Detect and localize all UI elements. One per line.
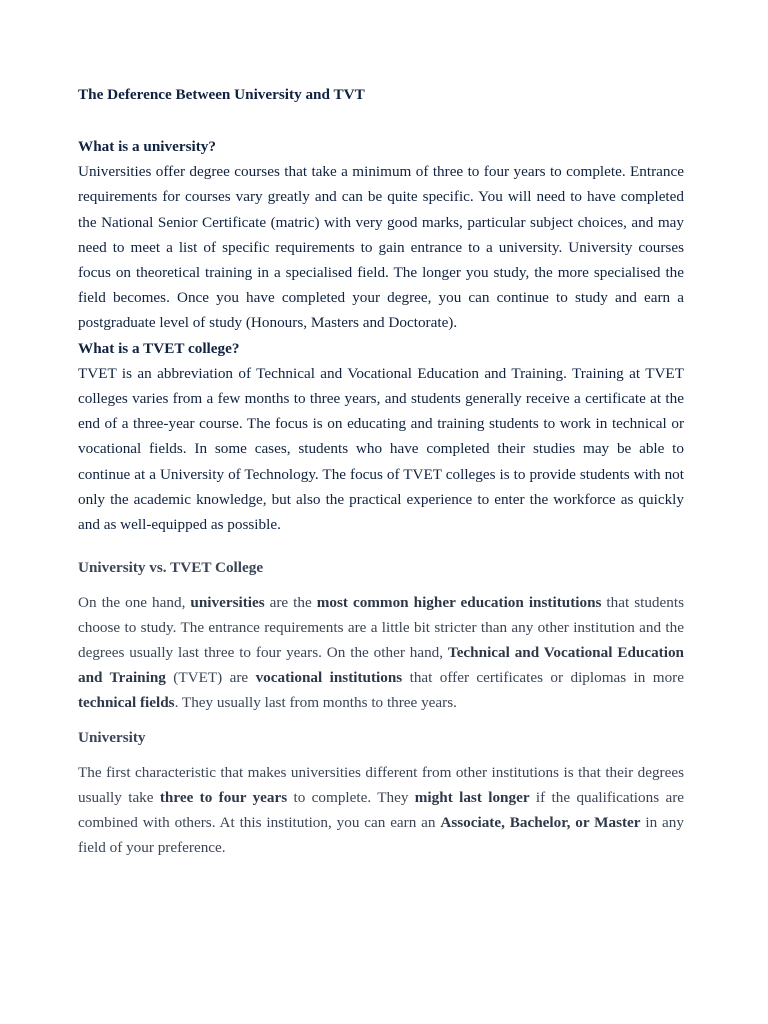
- bold-run: three to four years: [159, 788, 288, 806]
- bold-run: universities: [190, 593, 265, 611]
- text-run: are the: [264, 593, 317, 611]
- section-definitions: [78, 134, 684, 537]
- paragraph-university: Universities offer degree courses that take a minimum of three to four years to complete. Entrance requirements for courses vary greatly and can be quite specific. You will need to have completed the National Senior Certificate (matric) with very good marks, particular subject choices, and may need to meet a list of specific requirements to gain entrance to a university. University courses focus on theoretical training in a specialised field. The longer you study, the more specialised the field becomes. Once you have completed your degree, you can continue to study and earn a postgraduate level of study (Honours, Masters and Doctorate).: [78, 163, 684, 332]
- heading-university-vs-tvet: University vs. TVET College: [78, 559, 264, 576]
- bold-run: Technical and Vocational Education and Training: [78, 643, 684, 687]
- text-run: On the one hand,: [78, 593, 191, 611]
- bold-run: vocational institutions: [255, 669, 403, 687]
- text-run: that offer certificates or diplomas in more: [402, 669, 684, 687]
- paragraph-tvet: TVET is an abbreviation of Technical and Vocational Education and Training. Training at TVET colleges varies from a few months to three years, and students generally receive a certificate at the end of a three-year course. The focus is on educating and training students to work in technical or vocational fields. In some cases, students who have completed their studies may be able to continue at a University of Technology. The focus of TVET colleges is to provide students with not only the academic knowledge, but also the practical experience to enter the workforce as quickly and as well-equipped as possible.: [78, 364, 684, 534]
- text-run: to complete. They: [287, 788, 415, 806]
- text-run: (TVET) are: [165, 669, 256, 687]
- paragraph-university-details: [78, 760, 684, 861]
- text-run: The first characteristic that makes universities different from other institutions is that their degrees usually take: [78, 763, 684, 806]
- bold-run: Associate, Bachelor, or Master: [440, 813, 641, 831]
- paragraph-comparison: [78, 590, 684, 716]
- text-run: that students choose to study. The entrance requirements are a little bit stricter than any other institution and the degrees usually last three to four years. On the other hand,: [78, 593, 684, 661]
- heading-university: University: [78, 729, 146, 747]
- bold-run: might last longer: [414, 788, 530, 806]
- heading-what-is-tvet: What is a TVET college?: [78, 339, 240, 357]
- heading-what-is-university: What is a university?: [78, 138, 216, 155]
- bold-run: technical fields: [78, 694, 175, 712]
- section-comparison: [78, 555, 684, 860]
- text-run: if the qualifications are combined with others. At this institution, you can earn an: [78, 788, 685, 831]
- text-run: in any field of your preference.: [78, 813, 684, 857]
- document-title: The Deference Between University and TVT: [78, 86, 365, 103]
- text-run: . They usually last from months to three years.: [174, 694, 457, 712]
- bold-run: most common higher education institutions: [316, 593, 602, 611]
